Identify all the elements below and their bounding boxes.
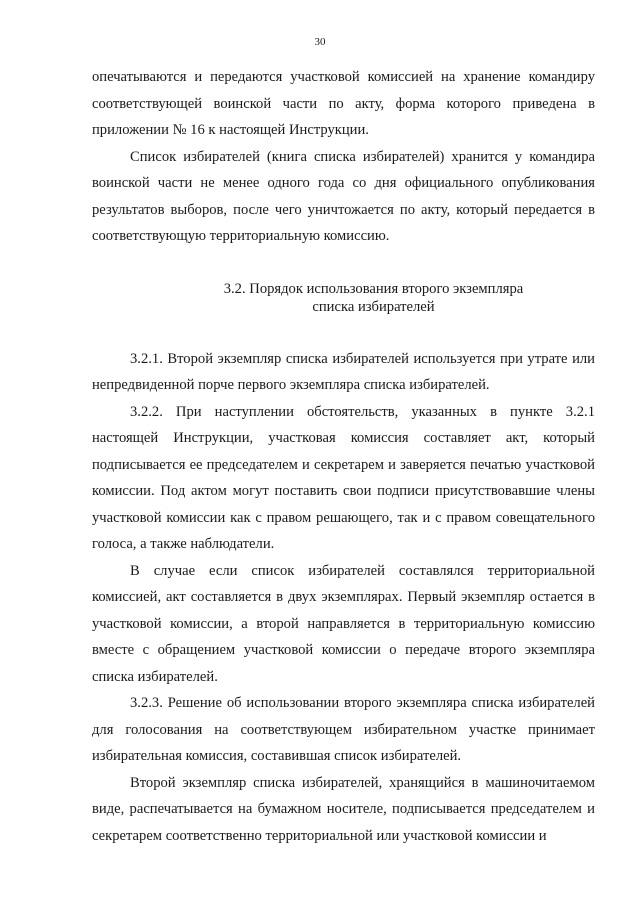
document-body: [92, 64, 595, 849]
paragraph-voter-list-storage: Список избирателей (книга списка избирателей) хранится у командира воинской части не менее одного года со дня официального опубликования результатов выборов, после чего уничтожается по акту, который передается в соответствующую территориальную комиссию.: [92, 148, 595, 244]
page-number: 30: [314, 36, 326, 48]
paragraph-machine-readable-copy: Второй экземпляр списка избирателей, хранящийся в машиночитаемом виде, распечатывается на бумажном носителе, подписывается председателем и секретарем соответственно территориальной или участковой комиссии и: [92, 774, 595, 844]
paragraph-3-2-1: 3.2.1. Второй экземпляр списка избирателей используется при утрате или непредвиденной порче первого экземпляра списка избирателей.: [92, 350, 595, 393]
paragraph-3-2-3: 3.2.3. Решение об использовании второго экземпляра списка избирателей для голосования на соответствующем избирательном участке принимает избирательная комиссия, составившая список избирателей.: [92, 695, 595, 764]
section-heading: [92, 280, 595, 316]
paragraph-continuation: опечатываются и передаются участковой комиссией на хранение командиру соответствующей воинской части по акту, форма которого приведена в приложении № 16 к настоящей Инструкции.: [92, 69, 595, 138]
section-heading-line-1: 3.2. Порядок использования второго экземпляра: [223, 280, 524, 297]
paragraph-territorial-commission: В случае если список избирателей составлялся территориальной комиссией, акт составляется в двух экземплярах. Первый экземпляр остается в участковой комиссии, а второй направляется в территориальную комиссию вместе с обращением участковой комиссии о передаче второго экземпляра списка избирателей.: [92, 562, 595, 685]
paragraph-3-2-2: 3.2.2. При наступлении обстоятельств, указанных в пункте 3.2.1 настоящей Инструкции, участковая комиссия составляет акт, который подписывается ее председателем и секретарем и заверяется печатью участковой комиссии. Под актом могут поставить свои подписи присутствовавшие члены участковой комиссии как с правом решающего, так и с правом совещательного голоса, а также наблюдатели.: [92, 403, 595, 552]
section-heading-line-2: списка избирателей: [312, 298, 435, 315]
